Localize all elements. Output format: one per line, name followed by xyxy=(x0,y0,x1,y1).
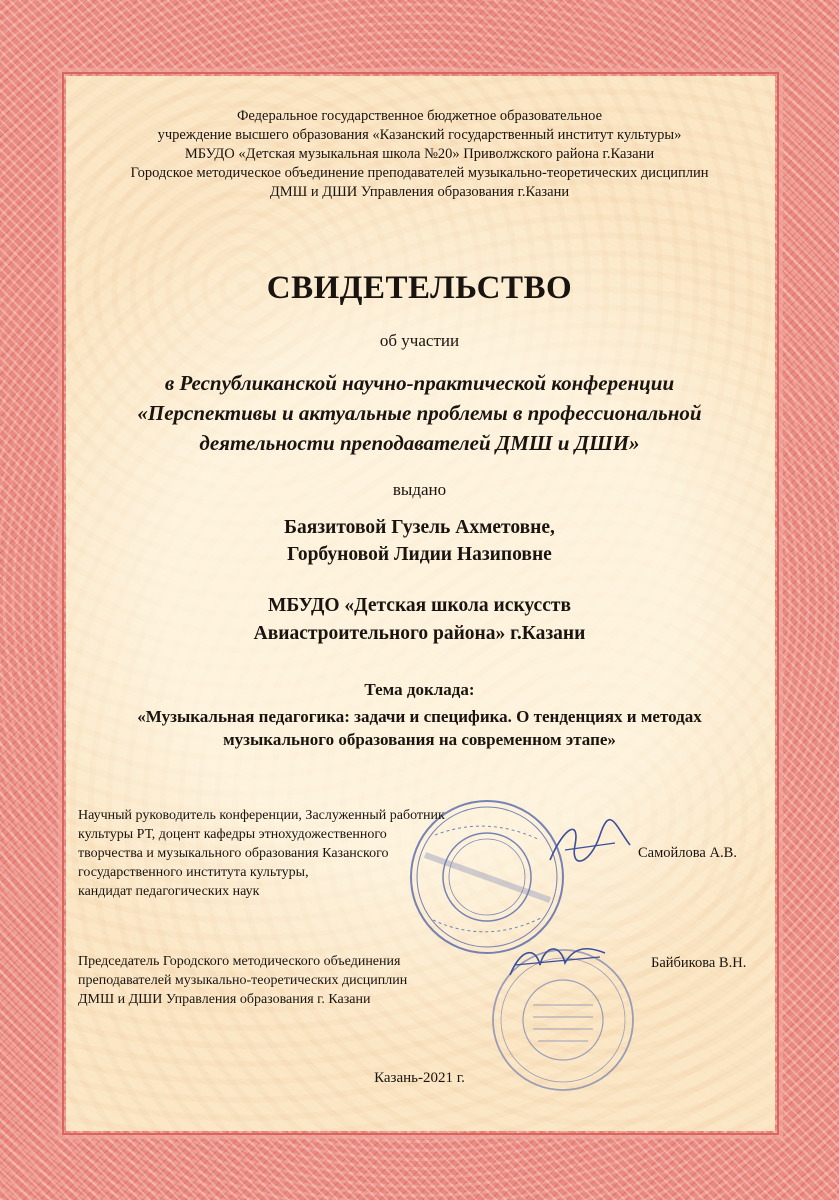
report-topic xyxy=(0,705,839,751)
signatory-role xyxy=(78,952,407,1009)
certificate-title: СВИДЕТЕЛЬСТВО xyxy=(266,270,573,306)
signatory-role-line: Научный руководитель конференции, Заслуженный работник xyxy=(78,808,445,823)
header-line: ДМШ и ДШИ Управления образования г.Казани xyxy=(269,184,570,200)
signatory-role-line: государственного института культуры, xyxy=(78,865,309,880)
header-line: Федеральное государственное бюджетное образовательное xyxy=(236,108,603,124)
signatory-role-line: Председатель Городского методического объединения xyxy=(78,954,401,969)
signature-icon xyxy=(545,815,635,875)
signatory-role-line: культуры РТ, доцент кафедры этнохудожественного xyxy=(78,827,387,842)
signatory-role xyxy=(78,806,445,901)
header-line: Городское методическое объединение преподавателей музыкально-теоретических дисциплин xyxy=(130,165,709,181)
school-name xyxy=(0,592,839,648)
certificate-subtitle: об участии xyxy=(379,331,460,350)
issued-label: выдано xyxy=(392,480,447,499)
topic-line: «Музыкальная педагогика: задачи и специфика. О тенденциях и методах xyxy=(137,707,702,726)
school-line: Авиастроительного района» г.Казани xyxy=(253,623,586,644)
issuer-header xyxy=(0,107,839,202)
signatory-role-line: ДМШ и ДШИ Управления образования г. Казани xyxy=(78,992,371,1007)
place-and-year: Казань-2021 г. xyxy=(374,1070,465,1086)
header-line: МБУДО «Детская музыкальная школа №20» Приволжского района г.Казани xyxy=(184,146,655,162)
signatory-name: Байбикова В.Н. xyxy=(651,955,747,971)
signatory-role-line: творчества и музыкального образования Казанского xyxy=(78,846,389,861)
school-line: МБУДО «Детская школа искусств xyxy=(268,595,571,616)
conference-line: «Перспективы и актуальные проблемы в профессиональной xyxy=(137,401,702,425)
recipients xyxy=(0,514,839,568)
signatory-role-line: кандидат педагогических наук xyxy=(78,884,260,899)
header-line: учреждение высшего образования «Казанский государственный институт культуры» xyxy=(157,127,682,143)
signature-icon xyxy=(505,935,615,985)
topic-line: музыкального образования на современном этапе» xyxy=(223,730,616,749)
recipient-name: Баязитовой Гузель Ахметовне, xyxy=(284,517,555,538)
recipient-name: Горбуновой Лидии Назиповне xyxy=(287,544,552,565)
signatory-name: Самойлова А.В. xyxy=(638,845,737,861)
conference-line: в Республиканской научно-практической конференции xyxy=(164,371,675,395)
conference-name xyxy=(0,368,839,458)
topic-label: Тема доклада: xyxy=(364,680,475,699)
signatory-role-line: преподавателей музыкально-теоретических дисциплин xyxy=(78,973,408,988)
conference-line: деятельности преподавателей ДМШ и ДШИ» xyxy=(199,431,640,455)
